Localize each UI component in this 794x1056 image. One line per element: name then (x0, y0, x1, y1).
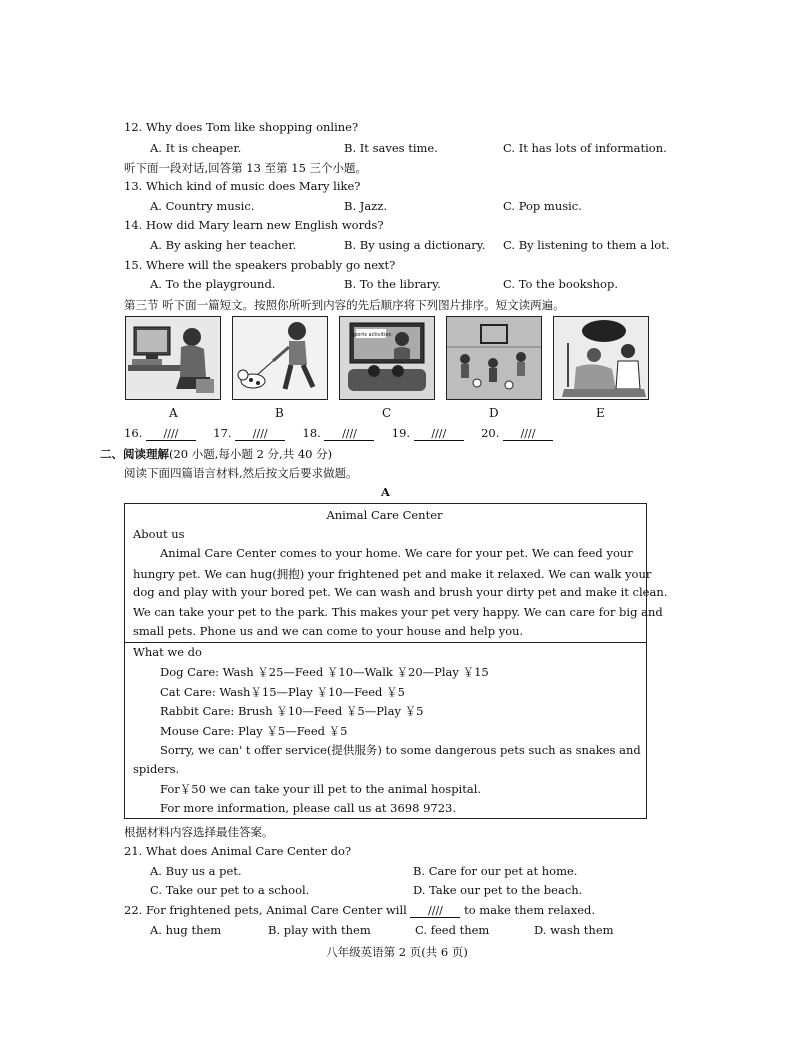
about-us-title: About us (133, 527, 185, 541)
q21-option-a: A. Buy us a pet. (150, 864, 242, 878)
q22-option-a: A. hug them (150, 923, 222, 937)
picture-label-d: D (489, 406, 499, 420)
picture-c-tv (339, 316, 435, 400)
q12-question: 12. Why does Tom like shopping online? (124, 120, 359, 134)
q21-question: 21. What does Animal Care Center do? (124, 844, 352, 858)
q15-option-c: C. To the bookshop. (503, 277, 618, 291)
label-20: 20. (481, 426, 500, 440)
about-line-3: dog and play with your bored pet. We can wash and brush your dirty pet and make it clean. (133, 585, 668, 599)
q15-question: 15. Where will the speakers probably go next? (124, 258, 396, 272)
q22-question-start: 22. For frightened pets, Animal Care Center will (124, 903, 407, 917)
label-19: 19. (391, 426, 411, 440)
section3-instruction: 第三节 听下面一篇短文。按照你所听到内容的先后顺序将下列图片排序。短文读两遍。 (124, 298, 565, 312)
service-cat-care: Cat Care: Wash￥15—Play ￥10—Feed ￥5 (160, 685, 405, 699)
box-divider (125, 642, 646, 643)
picture-d-soccer (446, 316, 542, 400)
more-info-line: For more information, please call us at 3698 9723. (160, 801, 456, 815)
about-line-1: Animal Care Center comes to your home. We care for your pet. We can feed your (160, 546, 633, 560)
q12-option-a: A. It is cheaper. (150, 141, 242, 155)
what-we-do-title: What we do (133, 645, 202, 659)
q22-answer-blank[interactable]: //// (410, 905, 460, 918)
q13-option-c: C. Pop music. (503, 199, 582, 213)
answer-blank-17[interactable]: //// (235, 428, 285, 441)
about-line-2: hungry pet. We can hug(拥抱) your frightened pet and make it relaxed. We can walk your (133, 567, 652, 581)
q21-option-c: C. Take our pet to a school. (150, 883, 310, 897)
service-rabbit-care: Rabbit Care: Brush ￥10—Feed ￥5—Play ￥5 (160, 704, 424, 718)
service-dog-care: Dog Care: Wash ￥25—Feed ￥10—Walk ￥20—Play ￥15 (160, 665, 489, 679)
children-playing-soccer-illustration (447, 317, 541, 399)
box-title: Animal Care Center (326, 508, 443, 522)
q22-option-b: B. play with them (268, 923, 371, 937)
answer-blank-16[interactable]: //// (146, 428, 196, 441)
reading-instruction: 阅读下面四篇语言材料,然后按文后要求做题。 (124, 466, 358, 480)
sorry-line-2: spiders. (133, 762, 180, 776)
picture-label-c: C (382, 406, 392, 420)
q21-option-b: B. Care for our pet at home. (413, 864, 578, 878)
instruction-13-15: 听下面一段对话,回答第 13 至第 15 三个小题。 (124, 161, 368, 175)
q13-option-a: A. Country music. (150, 199, 255, 213)
q12-option-b: B. It saves time. (344, 141, 438, 155)
reading-heading-note: (20 小题,每小题 2 分,共 40 分) (169, 447, 333, 461)
q14-option-c: C. By listening to them a lot. (503, 238, 670, 252)
doctor-and-patient-illustration (554, 317, 648, 399)
about-line-4: We can take your pet to the park. This makes your pet very happy. We can care for big and (133, 605, 663, 619)
service-mouse-care: Mouse Care: Play ￥5—Feed ￥5 (160, 724, 348, 738)
q22-option-d: D. wash them (534, 923, 614, 937)
label-17: 17. (213, 426, 232, 440)
answer-blank-19[interactable]: //// (414, 428, 464, 441)
about-line-5: small pets. Phone us and we can come to your house and help you. (133, 624, 524, 638)
picture-label-e: E (596, 406, 605, 420)
picture-label-a: A (169, 406, 178, 420)
q15-option-b: B. To the library. (344, 277, 441, 291)
q21-option-d: D. Take our pet to the beach. (413, 883, 583, 897)
label-18: 18. (302, 426, 321, 440)
picture-e-doctor (553, 316, 649, 400)
passage-label-a: A (381, 485, 390, 499)
q15-option-a: A. To the playground. (150, 277, 276, 291)
q14-option-a: A. By asking her teacher. (150, 238, 297, 252)
q22-option-c: C. feed them (415, 923, 490, 937)
answer-blank-18[interactable]: //// (324, 428, 374, 441)
reading-heading (100, 446, 332, 462)
reading-heading-title: 二、阅读理解 (100, 447, 169, 461)
page-footer: 八年级英语第 2 页(共 6 页) (326, 945, 468, 959)
sorry-line-1: Sorry, we can' t offer service(提供服务) to some dangerous pets such as snakes and (160, 743, 641, 757)
q12-option-c: C. It has lots of information. (503, 141, 667, 155)
picture-a-computer (125, 316, 221, 400)
answer-blank-20[interactable]: //// (503, 428, 553, 441)
ill-pet-line: For￥50 we can take your ill pet to the animal hospital. (160, 782, 482, 796)
q14-option-b: B. By using a dictionary. (344, 238, 486, 252)
q13-option-b: B. Jazz. (344, 199, 388, 213)
label-16: 16. (124, 426, 143, 440)
q22-question (124, 903, 595, 918)
answer-blanks-row (124, 426, 553, 441)
tv-caption-text: Sports activities (350, 332, 392, 338)
q13-question: 13. Which kind of music does Mary like? (124, 179, 361, 193)
person-at-computer-illustration (126, 317, 220, 399)
picture-b-dog-walk (232, 316, 328, 400)
picture-label-b: B (275, 406, 284, 420)
q14-question: 14. How did Mary learn new English words? (124, 218, 384, 232)
choose-instruction: 根据材料内容选择最佳答案。 (124, 825, 274, 839)
boy-walking-dog-illustration (233, 317, 327, 399)
watching-tv-illustration (340, 317, 434, 399)
q22-question-end: to make them relaxed. (464, 903, 596, 917)
